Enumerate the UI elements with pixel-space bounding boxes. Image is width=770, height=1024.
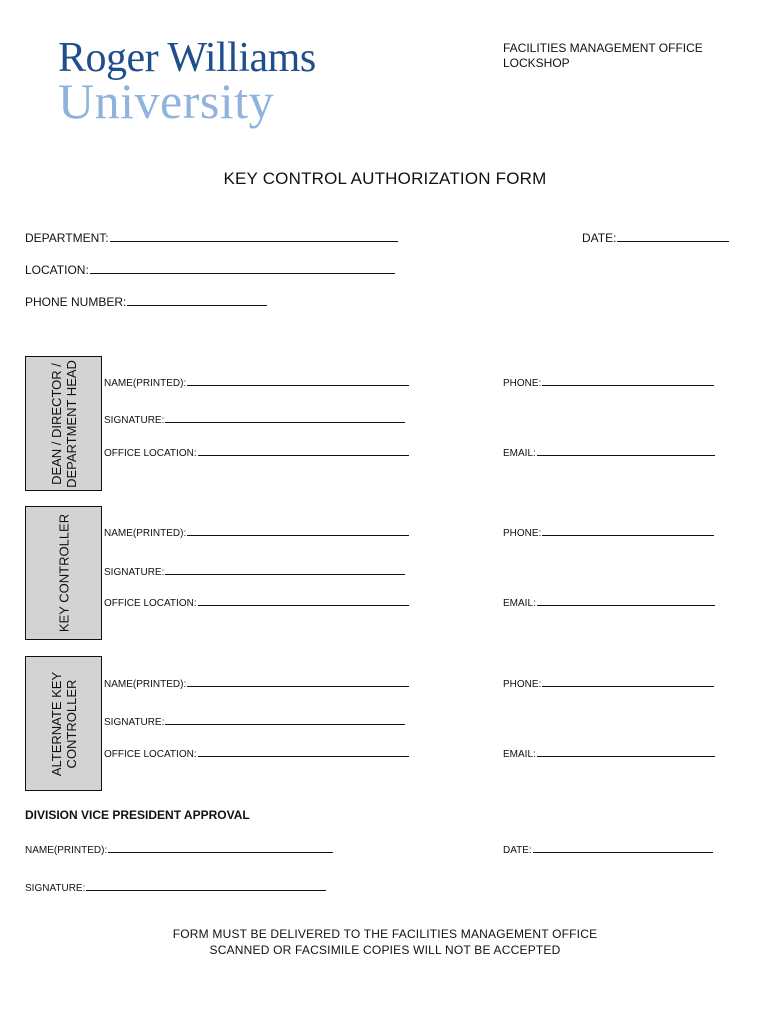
alternate-name-field: NAME(PRINTED): xyxy=(104,677,409,691)
key-controller-label: KEY CONTROLLER xyxy=(56,513,71,633)
key-controller-phone-input-line[interactable] xyxy=(542,526,714,536)
dean-email-field: EMAIL: xyxy=(503,446,715,460)
footer-line2: SCANNED OR FACSIMILE COPIES WILL NOT BE ACCEPTED xyxy=(209,943,561,957)
dean-office-location-field: OFFICE LOCATION: xyxy=(104,446,409,460)
alternate-phone-input-line[interactable] xyxy=(542,677,714,687)
form-title: KEY CONTROL AUTHORIZATION FORM xyxy=(223,169,547,188)
dean-name-field: NAME(PRINTED): xyxy=(104,376,409,390)
dean-director-label-box xyxy=(25,356,102,491)
approval-date-input-line[interactable] xyxy=(533,843,713,853)
footer-notice xyxy=(0,926,770,958)
alternate-signature-input-line[interactable] xyxy=(165,715,405,725)
key-controller-office-location-field: OFFICE LOCATION: xyxy=(104,596,409,610)
approval-title: DIVISION VICE PRESIDENT APPROVAL xyxy=(25,808,250,822)
key-controller-name-field: NAME(PRINTED): xyxy=(104,526,409,540)
alternate-key-controller-label: ALTERNATE KEY CONTROLLER xyxy=(48,671,79,776)
location-input-line[interactable] xyxy=(90,262,395,274)
alternate-office-location-input-line[interactable] xyxy=(198,747,409,757)
key-controller-office-location-input-line[interactable] xyxy=(198,596,409,606)
phone-number-field xyxy=(25,294,267,309)
key-controller-phone-field: PHONE: xyxy=(503,526,714,540)
dean-signature-input-line[interactable] xyxy=(165,413,405,423)
alternate-signature-field: SIGNATURE: xyxy=(104,715,405,729)
approval-name-field: NAME(PRINTED): xyxy=(25,843,333,857)
dean-signature-field: SIGNATURE: xyxy=(104,413,405,427)
department-input-line[interactable] xyxy=(110,230,398,242)
dean-email-input-line[interactable] xyxy=(537,446,715,456)
logo-wordmark-line2: University xyxy=(58,73,275,129)
department-field xyxy=(25,230,398,245)
dean-phone-input-line[interactable] xyxy=(542,376,714,386)
approval-name-input-line[interactable] xyxy=(108,843,333,853)
alternate-office-location-field: OFFICE LOCATION: xyxy=(104,747,409,761)
dean-phone-field: PHONE: xyxy=(503,376,714,390)
phone-number-input-line[interactable] xyxy=(127,294,267,306)
key-controller-email-field: EMAIL: xyxy=(503,596,715,610)
approval-signature-field: SIGNATURE: xyxy=(25,881,326,895)
key-controller-email-input-line[interactable] xyxy=(537,596,715,606)
key-controller-signature-input-line[interactable] xyxy=(165,565,405,575)
approval-date-field: DATE: xyxy=(503,843,713,857)
date-field xyxy=(582,230,729,245)
dean-name-input-line[interactable] xyxy=(187,376,409,386)
date-input-line[interactable] xyxy=(617,230,729,242)
logo-wordmark-line1: Roger Williams xyxy=(58,35,316,81)
phone-number-label: PHONE NUMBER: xyxy=(25,295,127,309)
footer-line1: FORM MUST BE DELIVERED TO THE FACILITIES MANAGEMENT OFFICE xyxy=(172,927,598,941)
alternate-key-controller-label-box xyxy=(25,656,102,791)
key-controller-label-box xyxy=(25,506,102,640)
department-label: DEPARTMENT: xyxy=(25,231,109,245)
dean-director-label: DEAN / DIRECTOR / DEPARTMENT HEAD xyxy=(48,359,79,488)
office-name: FACILITIES MANAGEMENT OFFICE xyxy=(503,41,703,55)
office-unit: LOCKSHOP xyxy=(503,56,570,70)
office-info xyxy=(503,41,703,71)
key-controller-name-input-line[interactable] xyxy=(187,526,409,536)
dean-office-location-input-line[interactable] xyxy=(198,446,409,456)
date-label: DATE: xyxy=(582,231,617,245)
alternate-email-input-line[interactable] xyxy=(537,747,715,757)
location-field xyxy=(25,262,395,277)
approval-signature-input-line[interactable] xyxy=(86,881,326,891)
key-controller-signature-field: SIGNATURE: xyxy=(104,565,405,579)
location-label: LOCATION: xyxy=(25,263,89,277)
alternate-phone-field: PHONE: xyxy=(503,677,714,691)
alternate-name-input-line[interactable] xyxy=(187,677,409,687)
alternate-email-field: EMAIL: xyxy=(503,747,715,761)
